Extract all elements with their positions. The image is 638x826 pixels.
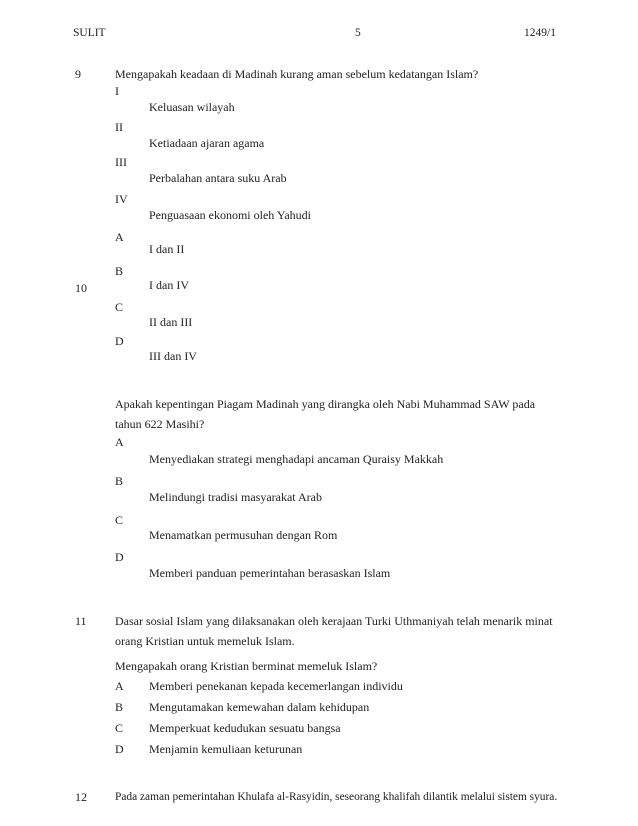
q11-option-text: Memberi penekanan kepada kecemerlangan individu [149, 679, 403, 693]
q9-statement-text: Penguasaan ekonomi oleh Yahudi [149, 208, 311, 222]
q11-option-text: Mengutamakan kemewahan dalam kehidupan [149, 700, 370, 714]
q10-question-line2: tahun 622 Masihi? [115, 417, 205, 431]
q11-option-text: Memperkuat kedudukan sesuatu bangsa [149, 721, 341, 735]
q9-question: Mengapakah keadaan di Madinah kurang aman sebelum kedatangan Islam? [115, 67, 479, 81]
q10-number: 10 [75, 281, 87, 295]
q9-option-label: B [115, 264, 124, 278]
q10-option-text: Melindungi tradisi masyarakat Arab [149, 490, 322, 504]
q10-question-line1: Apakah kepentingan Piagam Madinah yang dirangka oleh Nabi Muhammad SAW pada [115, 397, 536, 411]
q10-option-label: C [115, 513, 124, 527]
q9-option-text: II dan III [149, 315, 193, 329]
q12-text: Pada zaman pemerintahan Khulafa al-Rasyidin, seseorang khalifah dilantik melalui sistem syura. [115, 791, 558, 803]
header-paper-code: 1249/1 [524, 27, 556, 39]
q11-stem-line1: Dasar sosial Islam yang dilaksanakan oleh kerajaan Turki Uthmaniyah telah menarik minat [115, 614, 553, 628]
q9-option-label: A [115, 230, 124, 244]
q10-option-text: Memberi panduan pemerintahan berasaskan Islam [149, 566, 391, 580]
q11-option-label: D [115, 742, 124, 756]
q9-statement-label: III [115, 155, 127, 169]
q10-option-label: B [115, 474, 124, 488]
q9-option-text: I dan II [149, 242, 185, 256]
q10-option-text: Menamatkan permusuhan dengan Rom [149, 528, 338, 542]
q9-option-text: III dan IV [149, 349, 197, 363]
q10-option-label: A [115, 435, 124, 449]
q11-option-text: Menjamin kemuliaan keturunan [149, 742, 303, 756]
header-page-number: 5 [355, 27, 361, 39]
q9-number: 9 [75, 67, 81, 81]
q11-option-label: B [115, 700, 124, 714]
q10-option-text: Menyediakan strategi menghadapi ancaman Quraisy Makkah [149, 452, 444, 466]
q9-statement-label: I [115, 84, 119, 98]
q9-option-text: I dan IV [149, 278, 189, 292]
q9-statement-label: IV [115, 192, 128, 206]
q11-option-label: C [115, 721, 124, 735]
q11-number: 11 [75, 614, 87, 628]
header-sulit: SULIT [73, 27, 106, 39]
q11-question: Mengapakah orang Kristian berminat memeluk Islam? [115, 659, 378, 673]
q11-stem-line2: orang Kristian untuk memeluk Islam. [115, 634, 295, 648]
q9-statement-text: Keluasan wilayah [149, 100, 235, 114]
q9-option-label: C [115, 300, 124, 314]
q9-statement-text: Ketiadaan ajaran agama [149, 136, 265, 150]
q9-statement-text: Perbalahan antara suku Arab [149, 171, 287, 185]
q10-option-label: D [115, 550, 124, 564]
q9-option-label: D [115, 334, 124, 348]
q12-number: 12 [75, 790, 87, 804]
q11-option-label: A [115, 679, 124, 693]
q9-statement-label: II [115, 120, 123, 134]
